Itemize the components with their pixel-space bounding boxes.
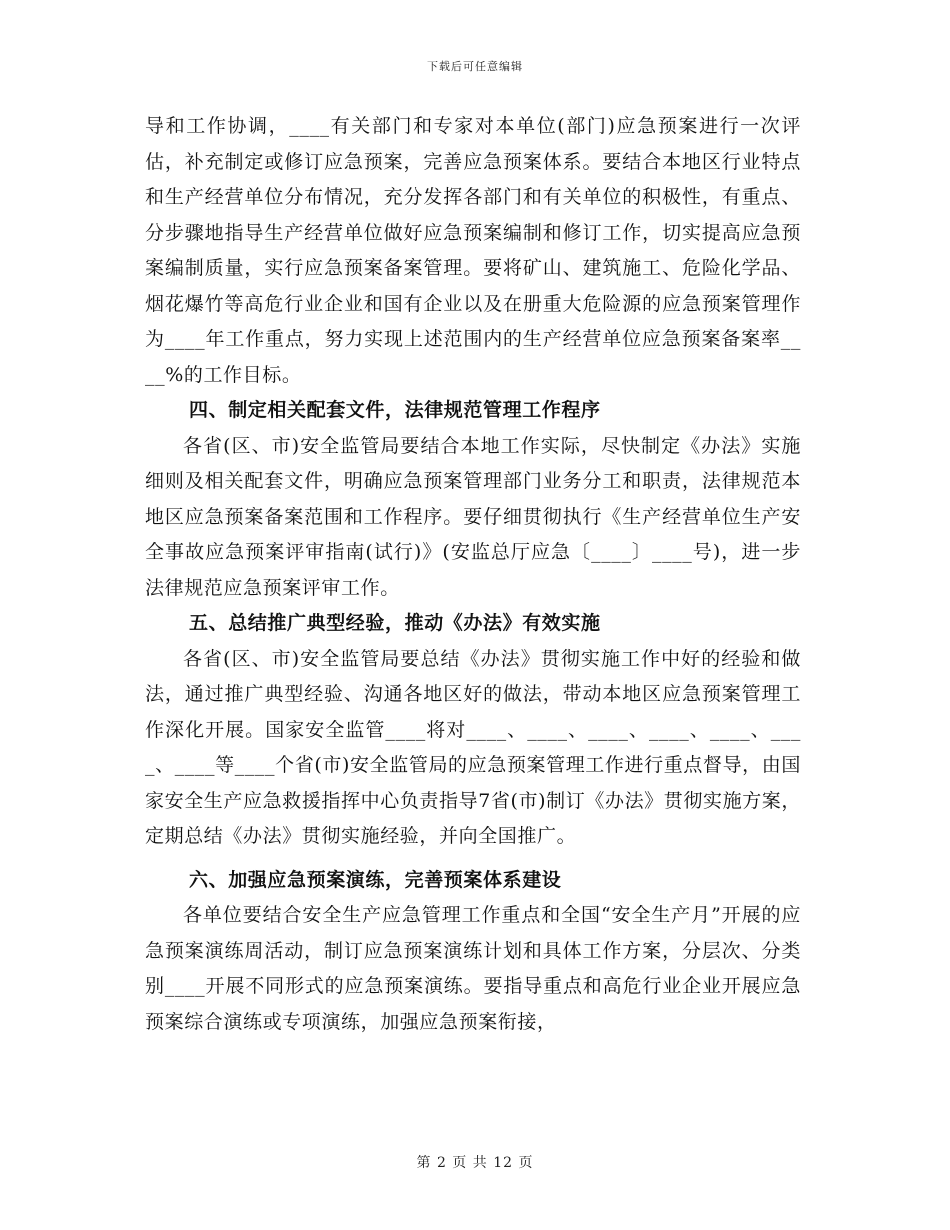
paragraph-1: 导和工作协调，____有关部门和专家对本单位(部门)应急预案进行一次评估，补充制定或修订应急预案，完善应急预案体系。要结合本地区行业特点和生产经营单位分布情况，充分发挥各部门和有关单位的积极性，有重点、分步骤地指导生产经营单位做好应急预案编制和修订工作，切实提高应急预案编制质量，实行应急预案备案管理。要将矿山、建筑施工、危险化学品、烟花爆竹等高危行业企业和国有企业以及在册重大危险源的应急预案管理作为____年工作重点，努力实现上述范围内的生产经营单位应急预案备案率____%的工作目标。	[145, 115, 801, 386]
spacer	[145, 855, 801, 863]
paragraph-4: 各省(区、市)安全监管局要结合本地工作实际，尽快制定《办法》实施细则及相关配套文件，明确应急预案管理部门业务分工和职责，法律规范本地区应急预案备案范围和工作程序。要仔细贯彻执行《生产经营单位生产安全事故应急预案评审指南(试行)》(安监总厅应急〔____〕____号)，进一步法律规范应急预案评审工作。	[145, 434, 801, 599]
paragraph-5: 各省(区、市)安全监管局要总结《办法》贯彻实施工作中好的经验和做法，通过推广典型经验、沟通各地区好的做法，带动本地区应急预案管理工作深化开展。国家安全监管____将对____、____、____、____、____、____、____等____个省(市)安全监管局的应急预案管理工作进行重点督导，由国家安全生产应急救援指挥中心负责指导7省(市)制订《办法》贯彻实施方案，定期总结《办法》贯彻实施经验，并向全国推广。	[145, 647, 801, 847]
section-heading-4: 四、制定相关配套文件，法律规范管理工作程序	[189, 399, 601, 421]
page-header: 下载后可任意编辑	[427, 60, 523, 73]
section-heading-5: 五、总结推广典型经验，推动《办法》有效实施	[189, 612, 601, 634]
paragraph-6: 各单位要结合安全生产应急管理工作重点和全国“安全生产月”开展的应急预案演练周活动，制订应急预案演练计划和具体工作方案，分层次、分类别____开展不同形式的应急预案演练。要指导重点和高危行业企业开展应急预案综合演练或专项演练，加强应急预案衔接，	[145, 904, 801, 1033]
page-footer: 第 2 页 共 12 页	[416, 1155, 534, 1171]
section-heading-6: 六、加强应急预案演练，完善预案体系建设	[189, 868, 562, 891]
document-body	[145, 109, 801, 1040]
